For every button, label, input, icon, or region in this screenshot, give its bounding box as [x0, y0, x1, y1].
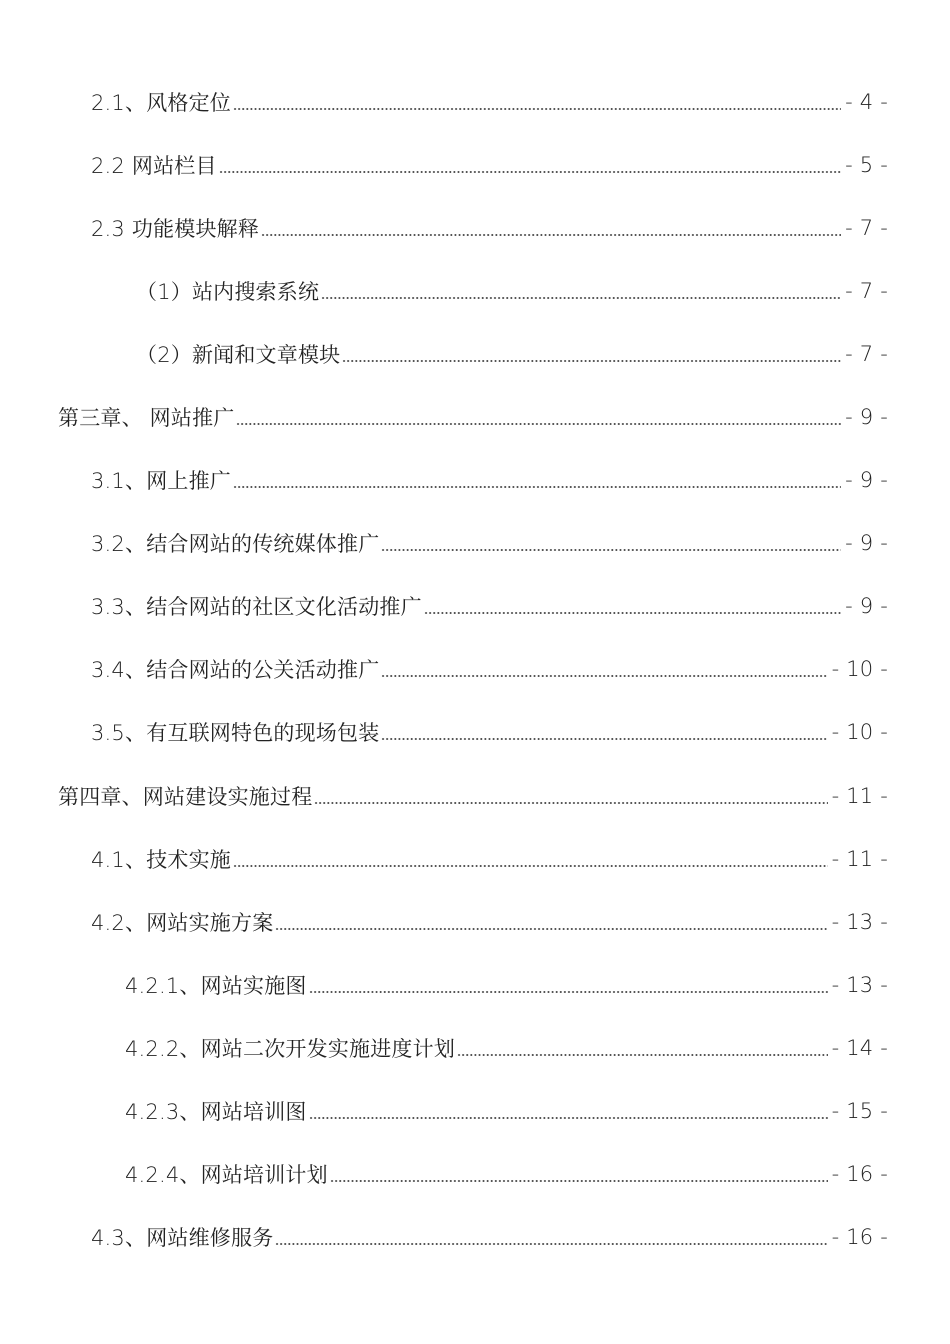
toc-dot-leader	[330, 1180, 828, 1182]
toc-entry[interactable]	[0, 1206, 950, 1269]
toc-entry[interactable]	[0, 1080, 950, 1143]
toc-page-number: - 10 -	[831, 720, 888, 745]
toc-entry[interactable]	[0, 701, 950, 764]
toc-page-number: - 9 -	[845, 405, 888, 430]
table-of-contents	[0, 70, 950, 1269]
toc-page-number: - 7 -	[845, 215, 888, 240]
toc-dot-leader	[275, 928, 827, 930]
toc-entry[interactable]	[0, 70, 950, 133]
toc-page-number: - 4 -	[845, 89, 888, 114]
toc-entry[interactable]	[0, 259, 950, 322]
toc-page-number: - 13 -	[831, 909, 888, 934]
toc-entry-title: 4.2.3、网站培训图	[125, 1100, 307, 1125]
toc-entry-title: 3.2、结合网站的传统媒体推广	[91, 532, 380, 557]
toc-dot-leader	[233, 108, 841, 110]
toc-entry[interactable]	[0, 1143, 950, 1206]
toc-entry-title: 4.2.1、网站实施图	[125, 973, 307, 998]
toc-entry-title: 第四章、网站建设实施过程	[58, 784, 313, 809]
toc-entry-title: 2.2 网站栏目	[91, 153, 217, 178]
toc-page-number: - 13 -	[831, 972, 888, 997]
toc-chapter-entry[interactable]	[0, 764, 950, 827]
toc-page-number: - 15 -	[831, 1099, 888, 1124]
toc-entry[interactable]	[0, 953, 950, 1016]
toc-entry[interactable]	[0, 827, 950, 890]
toc-entry-title: 4.2.2、网站二次开发实施进度计划	[125, 1036, 456, 1061]
toc-entry-title: 2.1、风格定位	[91, 90, 231, 115]
toc-dot-leader	[236, 423, 841, 425]
toc-entry[interactable]	[0, 133, 950, 196]
toc-entry[interactable]	[0, 449, 950, 512]
toc-entry-title: 3.4、结合网站的公关活动推广	[91, 658, 380, 683]
toc-page-number: - 7 -	[845, 341, 888, 366]
toc-entry[interactable]	[0, 890, 950, 953]
toc-entry-title: 3.3、结合网站的社区文化活动推广	[91, 595, 422, 620]
toc-page-number: - 11 -	[831, 783, 888, 808]
toc-dot-leader	[309, 991, 828, 993]
toc-entry-title: 4.2、网站实施方案	[91, 910, 274, 935]
toc-entry[interactable]	[0, 1016, 950, 1079]
toc-entry[interactable]	[0, 322, 950, 385]
toc-dot-leader	[314, 802, 827, 804]
toc-dot-leader	[381, 675, 827, 677]
toc-entry-title: （2）新闻和文章模块	[136, 342, 341, 367]
toc-page-number: - 11 -	[831, 846, 888, 871]
toc-entry-title: 第三章、 网站推广	[58, 406, 235, 431]
toc-dot-leader	[381, 738, 827, 740]
toc-entry[interactable]	[0, 638, 950, 701]
toc-entry-title: 2.3 功能模块解释	[91, 216, 260, 241]
toc-page-number: - 9 -	[845, 594, 888, 619]
toc-page-number: - 7 -	[845, 278, 888, 303]
toc-dot-leader	[233, 865, 828, 867]
toc-page-number: - 14 -	[831, 1035, 888, 1060]
toc-dot-leader	[424, 612, 841, 614]
toc-page-number: - 16 -	[831, 1162, 888, 1187]
toc-entry-title: 3.5、有互联网特色的现场包装	[91, 721, 380, 746]
toc-dot-leader	[457, 1054, 828, 1056]
toc-dot-leader	[309, 1117, 828, 1119]
toc-entry-title: （1）站内搜索系统	[136, 279, 320, 304]
toc-dot-leader	[233, 486, 841, 488]
toc-entry-title: 3.1、网上推广	[91, 469, 231, 494]
toc-entry-title: 4.3、网站维修服务	[91, 1226, 274, 1251]
toc-entry[interactable]	[0, 196, 950, 259]
toc-dot-leader	[321, 297, 841, 299]
toc-page-number: - 16 -	[831, 1225, 888, 1250]
toc-dot-leader	[219, 171, 841, 173]
toc-page-number: - 9 -	[845, 468, 888, 493]
toc-page-number: - 10 -	[831, 657, 888, 682]
toc-page-number: - 9 -	[845, 531, 888, 556]
toc-page-number: - 5 -	[845, 152, 888, 177]
toc-dot-leader	[381, 549, 841, 551]
toc-dot-leader	[275, 1243, 827, 1245]
toc-entry[interactable]	[0, 512, 950, 575]
toc-entry-title: 4.1、技术实施	[91, 847, 231, 872]
toc-chapter-entry[interactable]	[0, 385, 950, 448]
toc-dot-leader	[342, 360, 841, 362]
toc-entry[interactable]	[0, 575, 950, 638]
toc-entry-title: 4.2.4、网站培训计划	[125, 1163, 328, 1188]
toc-dot-leader	[261, 234, 841, 236]
